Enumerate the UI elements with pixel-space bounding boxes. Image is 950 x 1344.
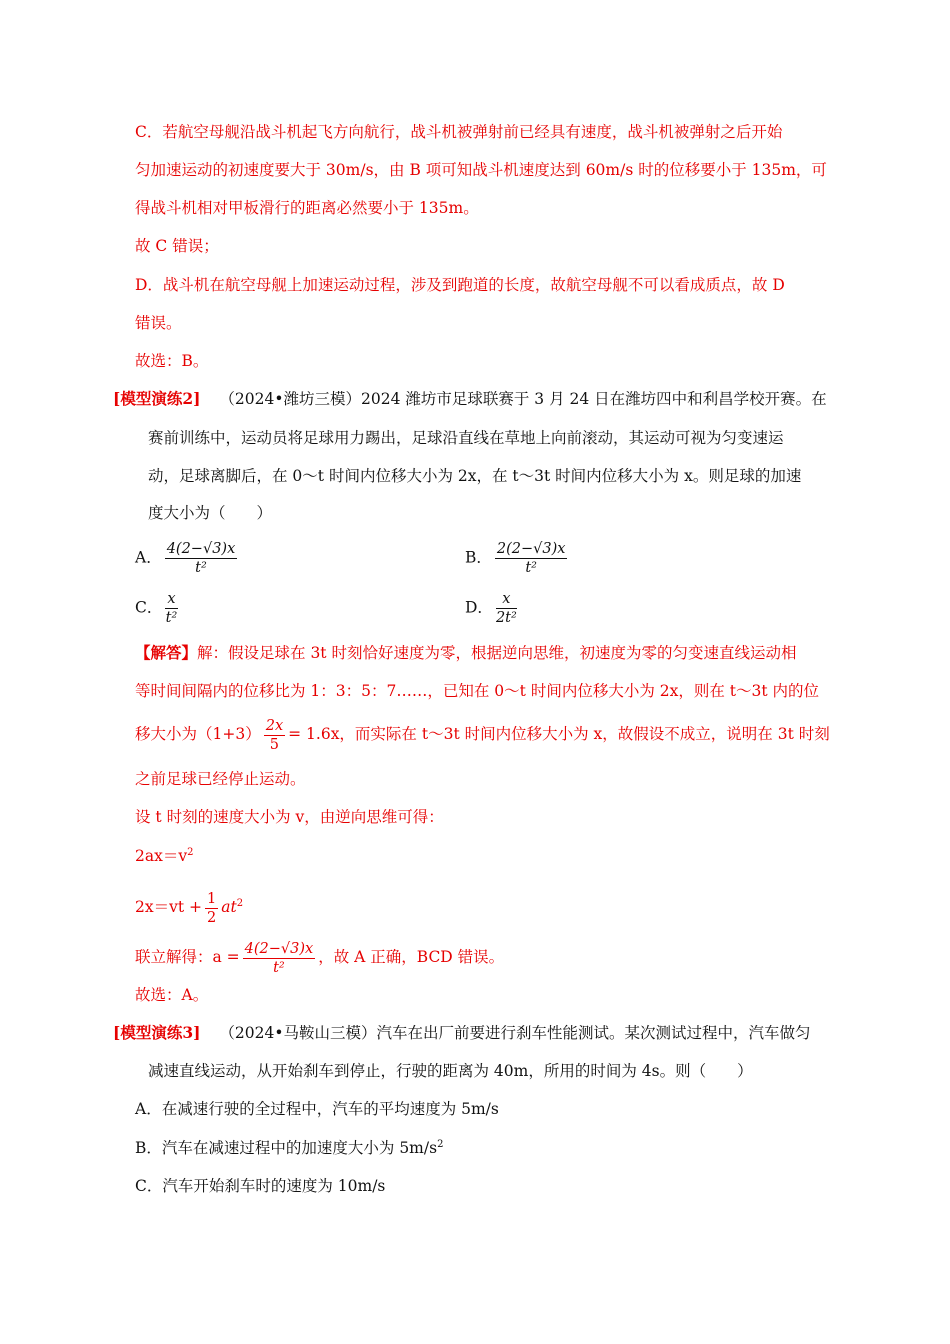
q2-option-a-fraction (165, 540, 238, 577)
q3-option-b-sup: 2 (437, 1138, 444, 1150)
prev-d-line1: D．战斗机在航空母舰上加速运动过程，涉及到跑道的长度，故航空母舰不可以看成质点，故 D (135, 276, 785, 294)
q3-line1: （2024•马鞍山三模）汽车在出厂前要进行刹车性能测试。某次测试过程中，汽车做匀 (219, 1024, 811, 1042)
q2-solution-text1: 解：假设足球在 3t 时刻恰好速度为零，根据逆向思维，初速度为零的匀变速直线运动相 (197, 644, 797, 662)
q2-solution-frac-num: 2x (265, 718, 284, 734)
q2-option-c-den: t² (165, 610, 178, 626)
q2-option-c-num: x (167, 591, 176, 607)
q2-result-den: t² (273, 960, 285, 976)
q2-option-a-num: 4(2−√3)x (166, 541, 236, 557)
q2-eq1-sup: 2 (187, 846, 194, 858)
q2-eq2-fraction (205, 890, 218, 927)
q2-eq2-pre: 2x＝vt + (135, 898, 203, 916)
q3-tag: [模型演练3] (113, 1023, 201, 1042)
q2-line3: 动，足球离脚后，在 0～t 时间内位移大小为 2x，在 t～3t 时间内位移大小为 x。则足球的加速 (148, 467, 802, 485)
q2-option-d-fraction (496, 590, 517, 627)
q2-equation-2 (135, 890, 243, 927)
q2-option-b-label: B． (465, 548, 492, 567)
q2-option-d-label: D． (465, 598, 493, 617)
q2-option-d-den: 2t² (495, 610, 517, 626)
q2-eq2-post: at (221, 898, 237, 916)
q2-solution-line3-post: = 1.6x，而实际在 t～3t 时间内位移大小为 x，故假设不成立，说明在 3t 时刻 (288, 725, 830, 743)
q3-option-b (135, 1136, 443, 1160)
q2-solution-line2: 等时间间隔内的位移比为 1：3：5：7……，已知在 0～t 时间内位移大小为 2x，则在 t～3t 内的位 (135, 682, 820, 700)
q2-result-num: 4(2−√3)x (244, 941, 314, 957)
q2-solution-fraction (264, 717, 285, 754)
q2-solution-line5: 设 t 时刻的速度大小为 v，由逆向思维可得： (135, 808, 444, 826)
q2-solution-line4: 之前足球已经停止运动。 (135, 770, 306, 788)
q2-line1: （2024•潍坊三模）2024 潍坊市足球联赛于 3 月 24 日在潍坊四中和利昌学校开赛。在 (219, 390, 827, 408)
q3-header (113, 1021, 810, 1045)
q2-option-b-num: 2(2−√3)x (496, 541, 566, 557)
q2-eq2-den: 2 (207, 910, 217, 926)
q3-option-a: A．在减速行驶的全过程中，汽车的平均速度为 5m/s (135, 1100, 499, 1118)
prev-c-line3: 得战斗机相对甲板滑行的距离必然要小于 135m。 (135, 199, 479, 217)
q2-option-c-label: C． (135, 598, 163, 617)
prev-d-line2: 错误。 (135, 314, 182, 332)
q2-solution-frac-den: 5 (269, 737, 280, 753)
q2-option-a-label: A． (135, 548, 162, 567)
q2-option-a (135, 540, 240, 577)
q2-result-fraction (243, 940, 316, 977)
q2-solution-tag: 【解答】 (135, 643, 198, 662)
prev-c-conclusion: 故 C 错误； (135, 237, 219, 255)
prev-answer: 故选：B。 (135, 352, 209, 370)
q3-option-c: C．汽车开始刹车时的速度为 10m/s (135, 1177, 386, 1195)
q2-answer: 故选：A。 (135, 986, 209, 1004)
q3-option-b-text: B．汽车在减速过程中的加速度大小为 5m/s (135, 1139, 438, 1157)
q2-result (135, 940, 504, 977)
q2-solution-line3 (135, 717, 830, 754)
q2-result-pre: 联立解得：a = (135, 948, 240, 966)
q2-tag: [模型演练2] (113, 389, 201, 408)
q2-result-post: ，故 A 正确，BCD 错误。 (318, 948, 505, 966)
q2-option-b (465, 540, 570, 577)
q2-option-c-fraction (165, 590, 177, 627)
q3-line2: 减速直线运动，从开始刹车到停止，行驶的距离为 40m，所用的时间为 4s。则（ ） (148, 1062, 753, 1080)
q2-header (113, 387, 827, 411)
q2-eq1-text: 2ax＝v (135, 847, 188, 865)
prev-c-line1: C．若航空母舰沿战斗机起飞方向航行，战斗机被弹射前已经具有速度，战斗机被弹射之后开始 (135, 123, 783, 141)
q2-option-b-fraction (495, 540, 568, 577)
q2-option-a-den: t² (195, 560, 207, 576)
q2-line2: 赛前训练中，运动员将足球用力踢出，足球沿直线在草地上向前滚动，其运动可视为匀变速运 (148, 429, 784, 447)
q2-solution-line3-pre: 移大小为（1+3） (135, 725, 261, 743)
q2-eq2-sup: 2 (236, 897, 244, 909)
q2-eq2-num: 1 (207, 891, 217, 907)
q2-equation-1 (135, 844, 193, 868)
q2-line4: 度大小为（ ） (148, 504, 273, 522)
q2-option-d-num: x (496, 590, 517, 609)
prev-c-line2: 匀加速运动的初速度要大于 30m/s，由 B 项可知战斗机速度达到 60m/s 时的位移要小于 135m，可 (135, 161, 827, 179)
q2-option-b-den: t² (525, 560, 537, 576)
q2-solution-line1 (135, 641, 796, 665)
q2-option-d (465, 590, 520, 627)
q2-option-c (135, 590, 181, 627)
